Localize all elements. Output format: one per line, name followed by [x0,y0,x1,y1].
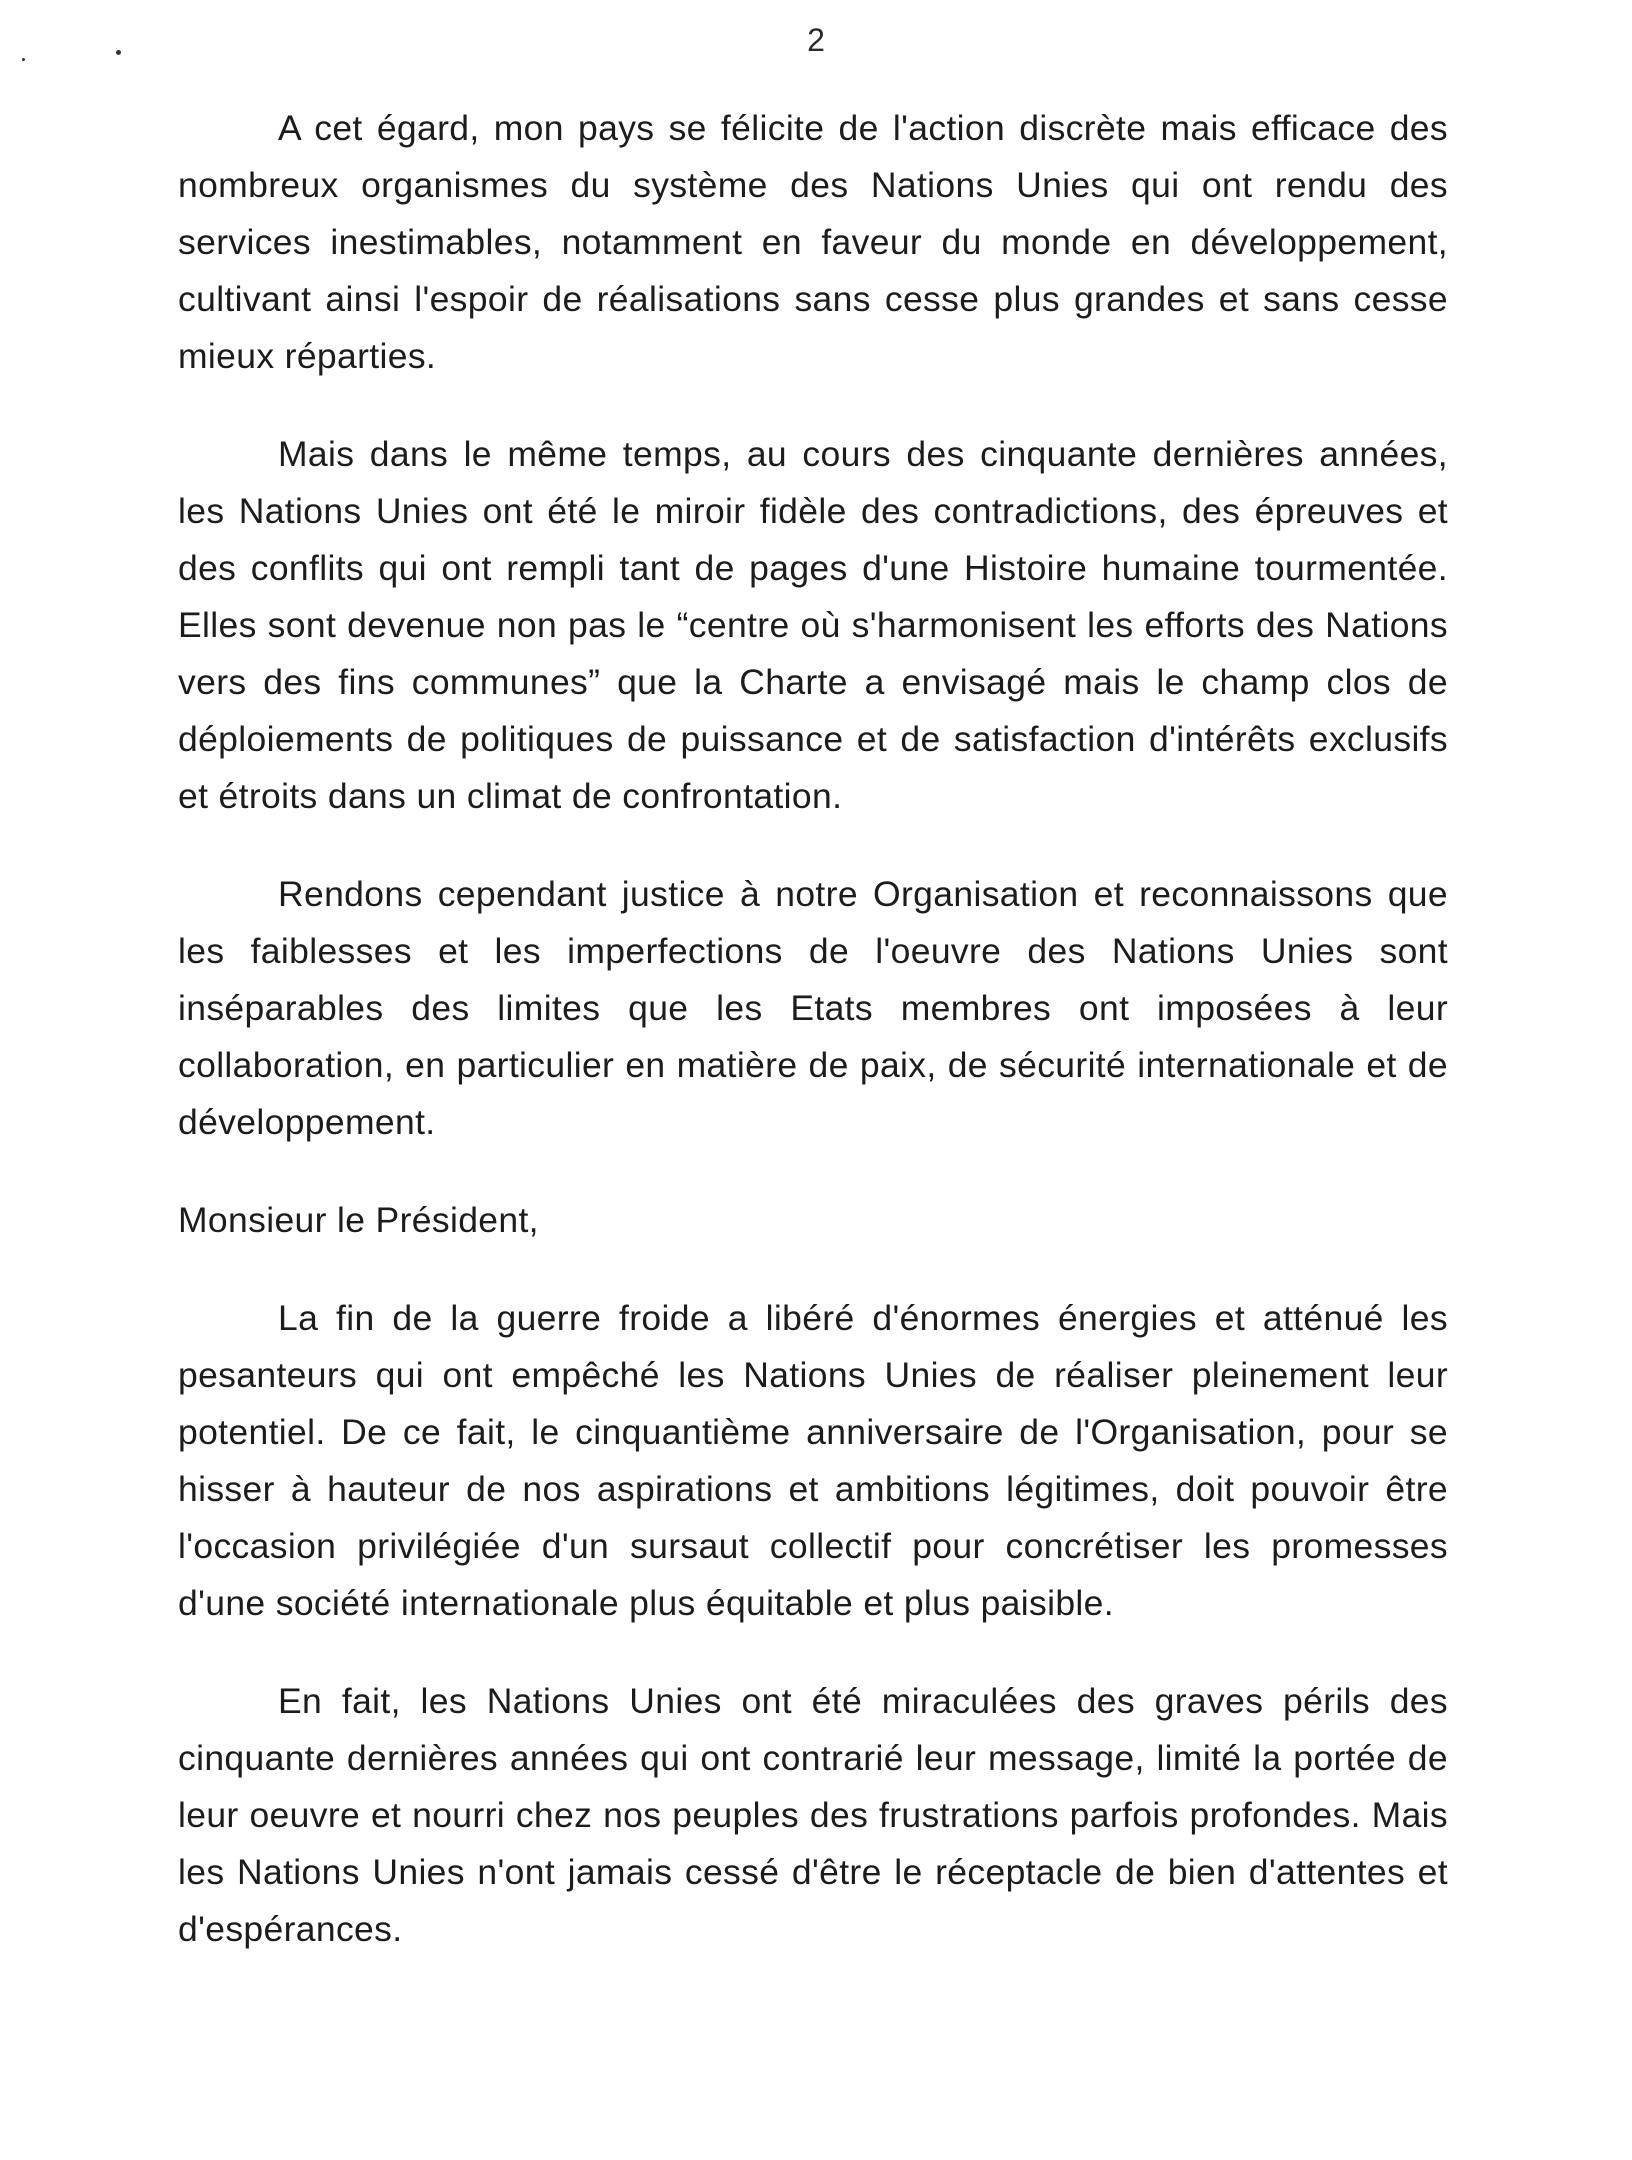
paragraph-4: La fin de la guerre froide a libéré d'énormes énergies et atténué les pesanteurs qui ont empêché les Nations Unies de réaliser pleinement leur potentiel. De ce fait, le cinquantième anniversaire de l'Organisation, pour se hisser à hauteur de nos aspirations et ambitions légitimes, doit pouvoir être l'occasion privilégiée d'un sursaut collectif pour concrétiser les promesses d'une société internationale plus équitable et plus paisible. [178,1298,1448,1623]
document-body [178,100,1448,1999]
salutation: Monsieur le Président, [178,1200,539,1240]
paragraph-1: A cet égard, mon pays se félicite de l'action discrète mais efficace des nombreux organismes du système des Nations Unies qui ont rendu des services inestimables, notamment en faveur du monde en développement, cultivant ainsi l'espoir de réalisations sans cesse plus grandes et sans cesse mieux réparties. [178,108,1448,376]
page-number: 2 [807,22,825,58]
paragraph-3: Rendons cependant justice à notre Organisation et reconnaissons que les faiblesses et les imperfections de l'oeuvre des Nations Unies sont inséparables des limites que les Etats membres ont imposées à leur collaboration, en particulier en matière de paix, de sécurité internationale et de développement. [178,874,1448,1142]
paragraph-2: Mais dans le même temps, au cours des cinquante dernières années, les Nations Unies ont été le miroir fidèle des contradictions, des épreuves et des conflits qui ont rempli tant de pages d'une Histoire humaine tourmentée. Elles sont devenue non pas le “centre où s'harmonisent les efforts des Nations vers des fins communes” que la Charte a envisagé mais le champ clos de déploiements de politiques de puissance et de satisfaction d'intérêts exclusifs et étroits dans un climat de confrontation. [178,434,1448,816]
paragraph-5: En fait, les Nations Unies ont été miraculées des graves périls des cinquante dernières années qui ont contrarié leur message, limité la portée de leur oeuvre et nourri chez nos peuples des frustrations parfois profondes. Mais les Nations Unies n'ont jamais cessé d'être le réceptacle de bien d'attentes et d'espérances. [178,1681,1448,1949]
